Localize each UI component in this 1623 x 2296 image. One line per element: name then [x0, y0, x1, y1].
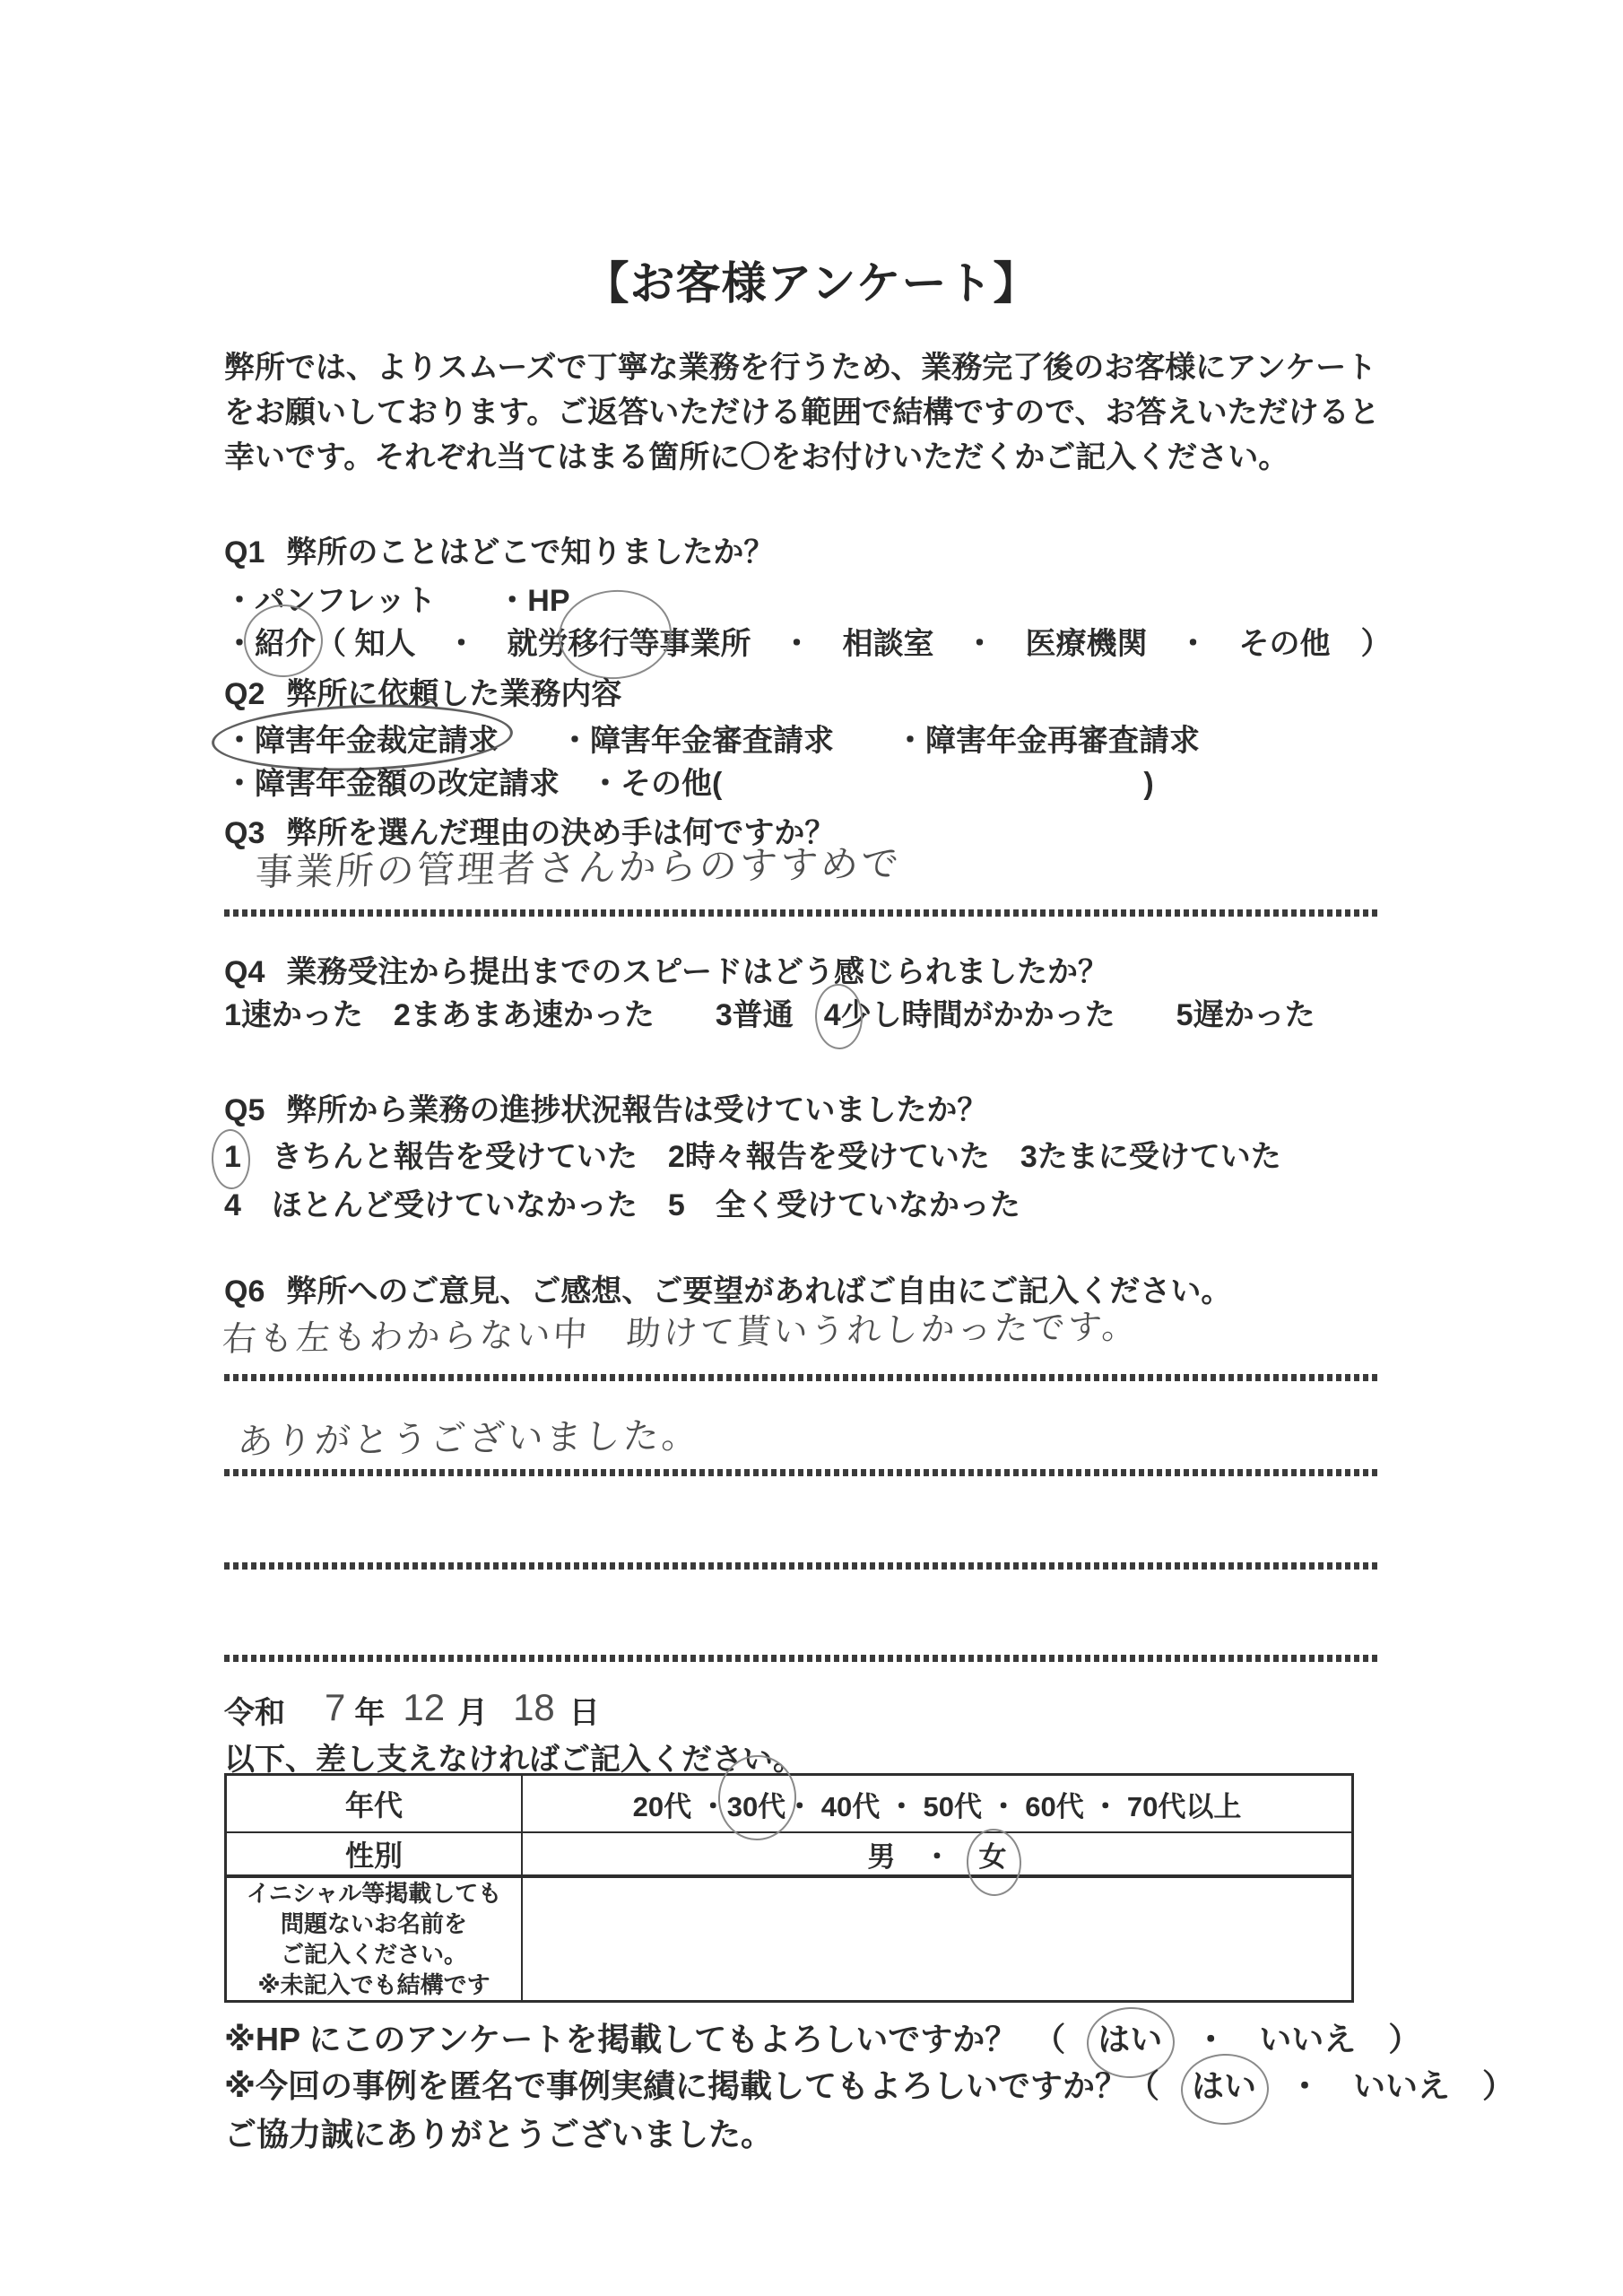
handwritten-circle-yes-case: はい [1192, 2061, 1256, 2107]
age-options [523, 1776, 1351, 1831]
date-line [224, 1688, 600, 1732]
q1-options-row1: ・パンフレット ・HP [224, 584, 570, 618]
q5-question [224, 1085, 987, 1129]
q4-label: Q4 [224, 955, 265, 989]
q5-label: Q5 [224, 1093, 265, 1127]
respondent-info-table [224, 1773, 1354, 2003]
name-label-line-4: ※未記入でも結構です [257, 1971, 490, 1998]
answer-dotted-line-3 [224, 1469, 1381, 1476]
gender-label: 性別 [227, 1833, 523, 1874]
era-label: 令和 [224, 1696, 285, 1730]
intro-line-3: 幸いです。それぞれ当てはまる箇所に〇をお付けいただくかご記入ください。 [224, 440, 1289, 474]
q2-options-row2 [224, 759, 1154, 803]
q1-row2-post: 事業所 ・ 相談室 ・ 医療機関 ・ その他 ） [659, 627, 1392, 661]
answer-dotted-line-5 [224, 1655, 1381, 1662]
answer-dotted-line-2 [224, 1374, 1381, 1381]
handwritten-circle-yes-hp: はい [1098, 2014, 1162, 2060]
handwritten-circle-female: 女 [979, 1834, 1007, 1874]
handwritten-circle-adjudication-request: ・障害年金裁定請求 [224, 716, 499, 760]
hp-consent-pre: ※HP にこのアンケートを掲載してもよろしいですか？ （ [224, 2021, 1098, 2057]
name-label-line-1: イニシャル等掲載しても [246, 1880, 502, 1907]
handwritten-circle-30s: 30代 [727, 1784, 785, 1824]
optional-note: 以下、差し支えなければご記入ください。 [224, 1743, 803, 1777]
name-label-line-3: ご記入ください。 [280, 1941, 467, 1968]
q2-row2-pre: ・障害年金額の改定請求 ・その他( [224, 767, 723, 801]
q3-question-text: 弊所を選んだ理由の決め手は何ですか？ [286, 816, 836, 850]
handwritten-circle-employment-support: 移行等 [568, 619, 659, 663]
table-row-age [227, 1776, 1351, 1831]
answer-dotted-line-4 [224, 1562, 1381, 1570]
q1-row2-pre: ・ [224, 627, 255, 661]
q6-question-text: 弊所へのご意見、ご感想、ご要望があればご自由にご記入ください。 [286, 1274, 1232, 1309]
age-options-post: ・ 40代 ・ 50代 ・ 60代 ・ 70代以上 [785, 1790, 1242, 1822]
hp-consent-line [224, 2014, 1420, 2060]
age-label: 年代 [227, 1776, 523, 1831]
table-row-gender [227, 1831, 1351, 1874]
year-unit: 年 [354, 1696, 386, 1730]
page-title: 【お客様アンケート】 [584, 258, 1039, 309]
q3-handwritten-answer: 事業所の管理者さんからのすすめで [254, 841, 903, 894]
month-unit: 月 [457, 1696, 489, 1730]
name-value-cell [523, 1878, 1351, 2000]
name-label [227, 1878, 523, 2000]
q2-question-text: 弊所に依頼した業務内容 [286, 677, 622, 711]
q1-question [224, 527, 774, 571]
handwritten-circle-option-1: 1 [224, 1140, 241, 1174]
handwritten-circle-referral: 紹介 [255, 619, 316, 663]
q4-question-text: 業務受注から提出までのスピードはどう感じられましたか？ [286, 955, 1108, 989]
q4-opts-post: 少し時間がかかった 5遅かった [840, 998, 1315, 1032]
q1-label: Q1 [224, 535, 265, 570]
case-consent-line [224, 2061, 1515, 2107]
intro-line-1: 弊所では、よりスムーズで丁寧な業務を行うため、業務完了後のお客様にアンケート [224, 351, 1377, 385]
thanks-line: ご協力誠にありがとうございました。 [224, 2116, 774, 2152]
gender-options [523, 1833, 1351, 1874]
q5-question-text: 弊所から業務の進捗状況報告は受けていましたか？ [286, 1093, 988, 1127]
q2-row2-close: ) [1143, 767, 1154, 801]
q2-row1-rest: ・障害年金審査請求 ・障害年金再審査請求 [499, 724, 1200, 758]
handwritten-circle-option-4: 4 [823, 998, 841, 1032]
intro-line-2: をお願いしております。ご返答いただける範囲で結構ですので、お答えいただけると [224, 396, 1380, 430]
q2-question [224, 669, 621, 713]
age-options-pre: 20代 ・ [632, 1790, 727, 1822]
hp-consent-post: ・ いいえ ） [1162, 2021, 1421, 2057]
handwritten-day: 18 [513, 1686, 555, 1728]
q6-handwritten-answer-1: 右も左もわからない中 助けて貰いうれしかったです。 [221, 1308, 1140, 1360]
q2-options-row1 [224, 716, 1200, 760]
q4-options [224, 990, 1315, 1034]
handwritten-year: 7 [325, 1686, 346, 1728]
q1-options-row2 [224, 619, 1391, 663]
gender-options-pre: 男 ・ [867, 1840, 979, 1873]
day-unit: 日 [568, 1696, 600, 1730]
q1-row2-mid: （ 知人 ・ 就労 [316, 627, 568, 661]
q6-handwritten-answer-2: ありがとうございました。 [236, 1415, 701, 1463]
table-row-name [227, 1874, 1351, 2000]
q5-options-row1 [224, 1132, 1281, 1176]
name-label-line-2: 問題ないお名前を [280, 1910, 467, 1937]
q6-label: Q6 [224, 1274, 265, 1309]
answer-dotted-line-1 [224, 909, 1381, 917]
q4-opts-pre: 1速かった 2まあまあ速かった 3普通 [224, 998, 824, 1032]
q5-row1-post: きちんと報告を受けていた 2時々報告を受けていた 3たまに受けていた [240, 1140, 1281, 1174]
q3-label: Q3 [224, 816, 265, 850]
handwritten-month: 12 [403, 1686, 446, 1728]
q2-label: Q2 [224, 677, 265, 711]
q1-question-text: 弊所のことはどこで知りましたか？ [286, 535, 775, 570]
q4-question [224, 947, 1108, 991]
case-consent-post: ・ いいえ ） [1256, 2067, 1515, 2104]
case-consent-pre: ※今回の事例を匿名で事例実績に掲載してもよろしいですか？（ [224, 2067, 1192, 2104]
q5-options-row2: 4 ほとんど受けていなかった 5 全く受けていなかった [224, 1188, 1020, 1222]
